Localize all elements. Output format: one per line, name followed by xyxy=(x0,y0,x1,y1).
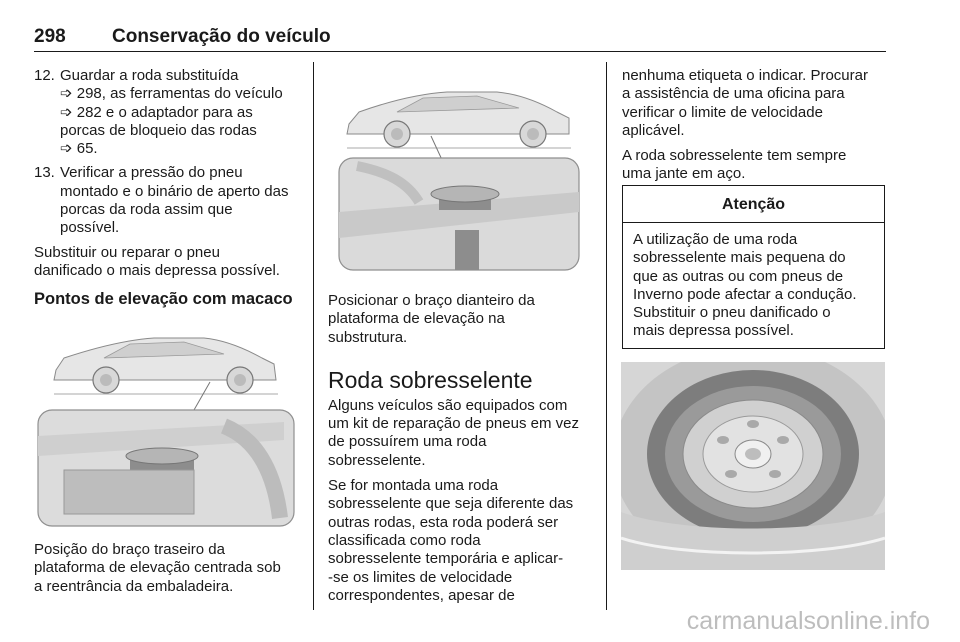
notice-line: que as outras ou com pneus de xyxy=(633,267,844,285)
column-divider-2 xyxy=(606,62,607,610)
notice-line: Inverno pode afectar a condução. xyxy=(633,285,857,303)
item-text: porcas da roda assim que xyxy=(60,201,233,219)
paragraph-line: a assistência de uma oficina para xyxy=(622,85,845,103)
paragraph-line: -se os limites de velocidade xyxy=(328,568,513,586)
paragraph-line: correspondentes, apesar de xyxy=(328,586,515,604)
page-ref-link[interactable]: ➩ 282 e o adaptador para as xyxy=(60,103,253,121)
page-ref-link[interactable]: ➩ 298, as ferramentas do veículo xyxy=(60,85,283,103)
item-text: Guardar a roda substituída xyxy=(60,67,239,84)
item-text: porcas de bloqueio das rodas xyxy=(60,121,257,139)
notice-line: Substituir o pneu danificado o xyxy=(633,304,831,322)
page-header xyxy=(34,26,331,48)
paragraph xyxy=(328,397,594,470)
paragraph-line: sobresselente que seja diferente das xyxy=(328,495,574,513)
paragraph-line: Se for montada uma roda xyxy=(328,477,499,495)
caption-line: plataforma de elevação centrada sob xyxy=(34,559,281,577)
caption-front xyxy=(328,292,594,347)
subheading: Pontos de elevação com macaco xyxy=(34,290,293,309)
header-rule xyxy=(34,51,886,52)
caption-line: Posição do braço traseiro da xyxy=(34,541,225,558)
item-text: possível. xyxy=(60,219,120,237)
page-title: Conservação do veículo xyxy=(112,26,331,47)
paragraph-line: aplicável. xyxy=(622,121,685,139)
paragraph-line: danificado o mais depressa possível. xyxy=(34,261,280,279)
notice-body xyxy=(623,223,884,341)
caption-line: Posicionar o braço dianteiro da xyxy=(328,292,535,309)
paragraph-line: Alguns veículos são equipados com xyxy=(328,396,568,414)
paragraph-line: uma jante em aço. xyxy=(622,165,746,183)
paragraph-line: classificada como roda xyxy=(328,531,481,549)
item-number: 12. xyxy=(34,67,55,84)
front-lift-point-illustration xyxy=(327,62,591,278)
item-text: Verificar a pressão do pneu xyxy=(60,164,243,182)
notice-line: A utilização de uma roda xyxy=(633,231,798,248)
paragraph xyxy=(328,477,594,605)
item-text: montado e o binário de aperto das xyxy=(60,182,289,200)
caption-rear xyxy=(34,541,306,596)
list-item-13 xyxy=(34,164,306,237)
spare-wheel-illustration xyxy=(621,362,885,570)
notice-line: mais depressa possível. xyxy=(633,322,794,340)
paragraph-line: um kit de reparação de pneus em vez xyxy=(328,415,579,433)
paragraph-line: A roda sobresselente tem sempre xyxy=(622,147,847,165)
rear-lift-point-illustration xyxy=(34,318,298,528)
page-ref-link[interactable]: ➩ 65. xyxy=(60,140,98,158)
item-number: 13. xyxy=(34,164,55,182)
caption-line: plataforma de elevação na xyxy=(328,310,505,328)
column-2 xyxy=(328,292,594,612)
list-item-12 xyxy=(34,67,306,158)
warning-notice xyxy=(622,185,885,349)
caption-line: a reentrância da embaladeira. xyxy=(34,577,234,595)
paragraph-line: sobresselente temporária e aplicar- xyxy=(328,550,564,568)
column-divider-1 xyxy=(313,62,314,610)
caption-line: substrutura. xyxy=(328,328,408,346)
column-1 xyxy=(34,67,306,319)
paragraph-line: Substituir ou reparar o pneu xyxy=(34,243,220,261)
paragraph xyxy=(34,244,306,281)
section-heading: Roda sobresselente xyxy=(328,366,533,393)
paragraph-line: outras rodas, esta roda poderá ser xyxy=(328,513,559,531)
notice-line: sobresselente mais pequena do xyxy=(633,249,846,267)
page-number: 298 xyxy=(34,26,66,47)
paragraph-line: verificar o limite de velocidade xyxy=(622,103,823,121)
paragraph-line: nenhuma etiqueta o indicar. Procurar xyxy=(622,67,868,84)
paragraph-line: sobresselente. xyxy=(328,451,426,469)
paragraph-line: de possuírem uma roda xyxy=(328,433,487,451)
paragraph xyxy=(622,67,888,140)
watermark: carmanualsonline.info xyxy=(686,607,930,635)
paragraph xyxy=(622,147,888,184)
column-3 xyxy=(622,67,888,191)
notice-title: Atenção xyxy=(623,186,884,223)
